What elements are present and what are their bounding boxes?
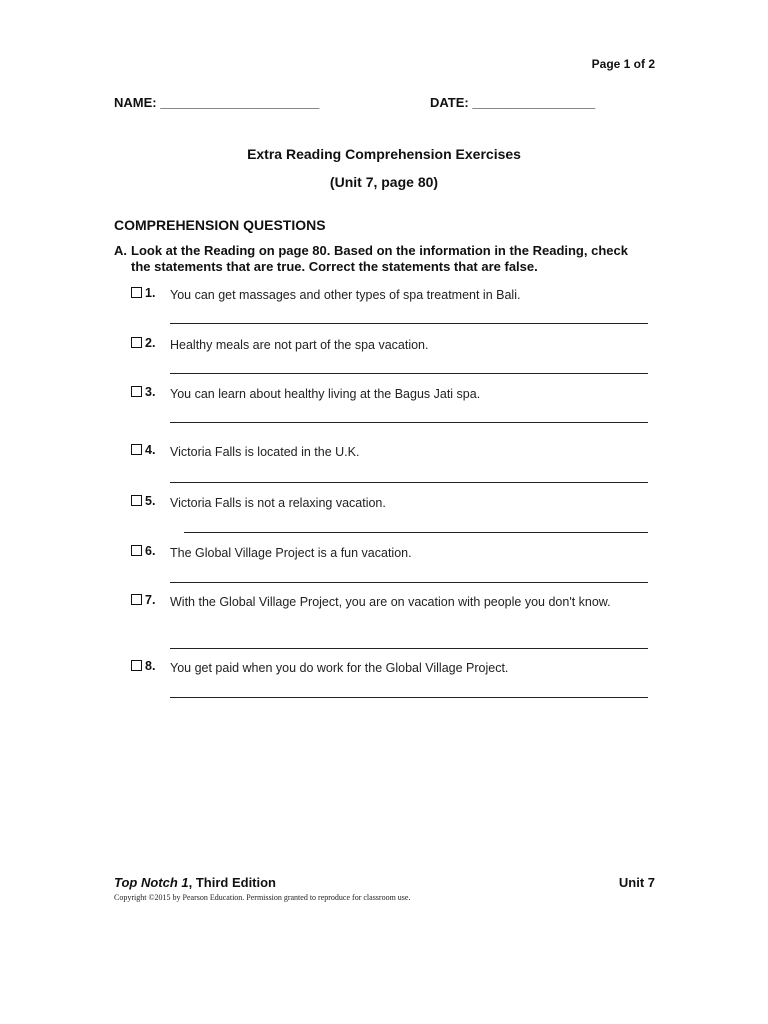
question-text: You get paid when you do work for the Global Village Project. xyxy=(170,661,509,675)
copyright-notice: Copyright ©2015 by Pearson Education. Permission granted to reproduce for classroom use. xyxy=(114,893,411,902)
checkbox[interactable] xyxy=(131,444,142,455)
answer-line[interactable] xyxy=(170,648,648,649)
answer-line[interactable] xyxy=(170,482,648,483)
page-subtitle: (Unit 7, page 80) xyxy=(329,174,439,190)
question-text: Healthy meals are not part of the spa vacation. xyxy=(170,338,429,352)
question-text: You can get massages and other types of spa treatment in Bali. xyxy=(170,288,521,302)
book-edition: , Third Edition xyxy=(188,875,277,890)
question-number: 7. xyxy=(145,593,156,607)
checkbox[interactable] xyxy=(131,337,142,348)
question-text: The Global Village Project is a fun vacation. xyxy=(170,546,412,560)
question-number: 2. xyxy=(145,336,156,350)
question-text: Victoria Falls is located in the U.K. xyxy=(170,445,360,459)
question-number: 3. xyxy=(145,385,156,399)
answer-line[interactable] xyxy=(170,582,648,583)
question-number: 8. xyxy=(145,659,156,673)
book-title: Top Notch 1 xyxy=(114,875,189,890)
footer-book-title xyxy=(114,875,276,890)
question-text: Victoria Falls is not a relaxing vacation. xyxy=(170,496,386,510)
instruction-letter: A. xyxy=(114,243,127,258)
question-text: You can learn about healthy living at the Bagus Jati spa. xyxy=(170,387,481,401)
question-number: 6. xyxy=(145,544,156,558)
name-field: NAME: ______________________ xyxy=(114,95,320,110)
answer-line[interactable] xyxy=(170,373,648,374)
answer-line[interactable] xyxy=(170,323,648,324)
checkbox[interactable] xyxy=(131,594,142,605)
question-number: 4. xyxy=(145,443,156,457)
checkbox[interactable] xyxy=(131,660,142,671)
checkbox[interactable] xyxy=(131,495,142,506)
footer-unit: Unit 7 xyxy=(618,875,655,890)
date-field: DATE: _________________ xyxy=(430,95,596,110)
question-text: With the Global Village Project, you are on vacation with people you don't know. xyxy=(170,595,611,609)
checkbox[interactable] xyxy=(131,386,142,397)
checkbox[interactable] xyxy=(131,545,142,556)
instruction-text: Look at the Reading on page 80. Based on the information in the Reading, check the statements that are true. Correct the statements that are false. xyxy=(131,243,628,274)
section-heading: COMPREHENSION QUESTIONS xyxy=(114,217,326,233)
answer-line[interactable] xyxy=(170,697,648,698)
checkbox[interactable] xyxy=(131,287,142,298)
question-number: 1. xyxy=(145,286,156,300)
answer-line[interactable] xyxy=(184,532,648,533)
answer-line[interactable] xyxy=(170,422,648,423)
page-number: Page 1 of 2 xyxy=(591,57,655,71)
page-title: Extra Reading Comprehension Exercises xyxy=(247,146,521,162)
question-number: 5. xyxy=(145,494,156,508)
